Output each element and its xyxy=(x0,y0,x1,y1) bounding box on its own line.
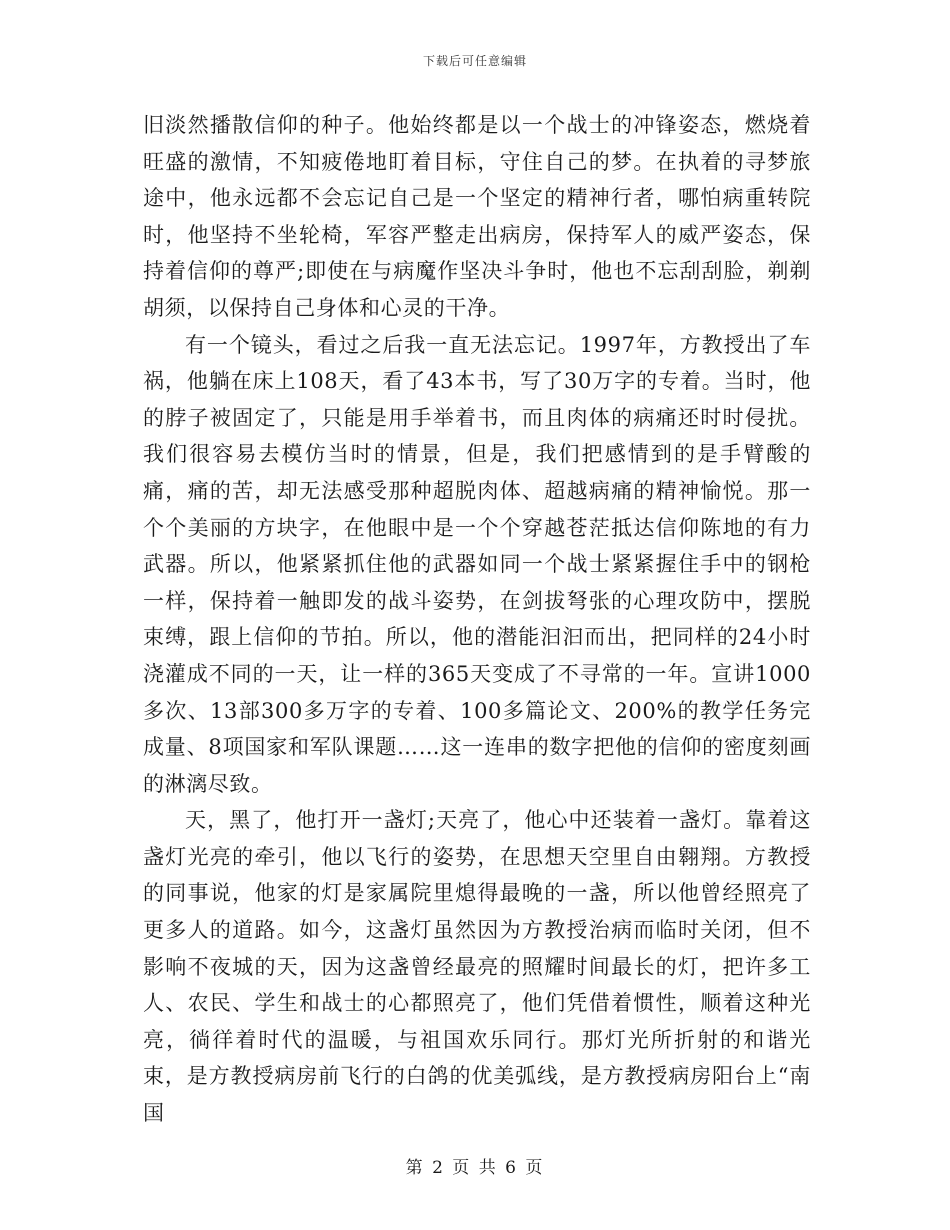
page-number-footer: 第 2 页 共 6 页 xyxy=(405,1158,545,1178)
paragraph: 旧淡然播散信仰的种子。他始终都是以一个战士的冲锋姿态，燃烧着旺盛的激情，不知疲倦地盯着目标，守住自己的梦。在执着的寻梦旅途中，他永远都不会忘记自己是一个坚定的精神行者，哪怕病重转院时，他坚持不坐轮椅，军容严整走出病房，保持军人的威严姿态，保持着信仰的尊严;即使在与病魔作坚决斗争时，他也不忘刮刮脸，剃剃胡须，以保持自己身体和心灵的干净。 xyxy=(143,113,811,320)
page-header: 下载后可任意编辑 xyxy=(422,54,527,68)
paragraph: 有一个镜头，看过之后我一直无法忘记。1997年，方教授出了车祸，他躺在床上108天，看了43本书，写了30万字的专着。当时，他的脖子被固定了，只能是用手举着书，而且肉体的病痛还时时侵扰。我们很容易去模仿当时的情景，但是，我们把感情到的是手臂酸的痛，痛的苦，却无法感受那种超脱肉体、超越病痛的精神愉悦。那一个个美丽的方块字，在他眼中是一个个穿越苍茫抵达信仰陈地的有力武器。所以，他紧紧抓住他的武器如同一个战士紧紧握住手中的钢枪一样，保持着一触即发的战斗姿势，在剑拔弩张的心理攻防中，摆脱束缚，跟上信仰的节拍。所以，他的潜能汩汩而出，把同样的24小时浇灌成不同的一天，让一样的365天变成了不寻常的一年。宣讲1000多次、13部300多万字的专着、100多篇论文、200%的教学任务完成量、8项国家和军队课题……这一连串的数字把他的信仰的密度刻画的淋漓尽致。 xyxy=(143,332,811,796)
document-body xyxy=(143,107,811,1132)
paragraph: 天，黑了，他打开一盏灯;天亮了，他心中还装着一盏灯。靠着这盏灯光亮的牵引，他以飞行的姿势，在思想天空里自由翱翔。方教授的同事说，他家的灯是家属院里熄得最晚的一盏，所以他曾经照亮了更多人的道路。如今，这盏灯虽然因为方教授治病而临时关闭，但不影响不夜城的天，因为这盏曾经最亮的照耀时间最长的灯，把许多工人、农民、学生和战士的心都照亮了，他们凭借着惯性，顺着这种光亮，徜徉着时代的温暖，与祖国欢乐同行。那灯光所折射的和谐光束，是方教授病房前飞行的白鸽的优美弧线，是方教授病房阳台上“南国 xyxy=(143,808,811,1126)
